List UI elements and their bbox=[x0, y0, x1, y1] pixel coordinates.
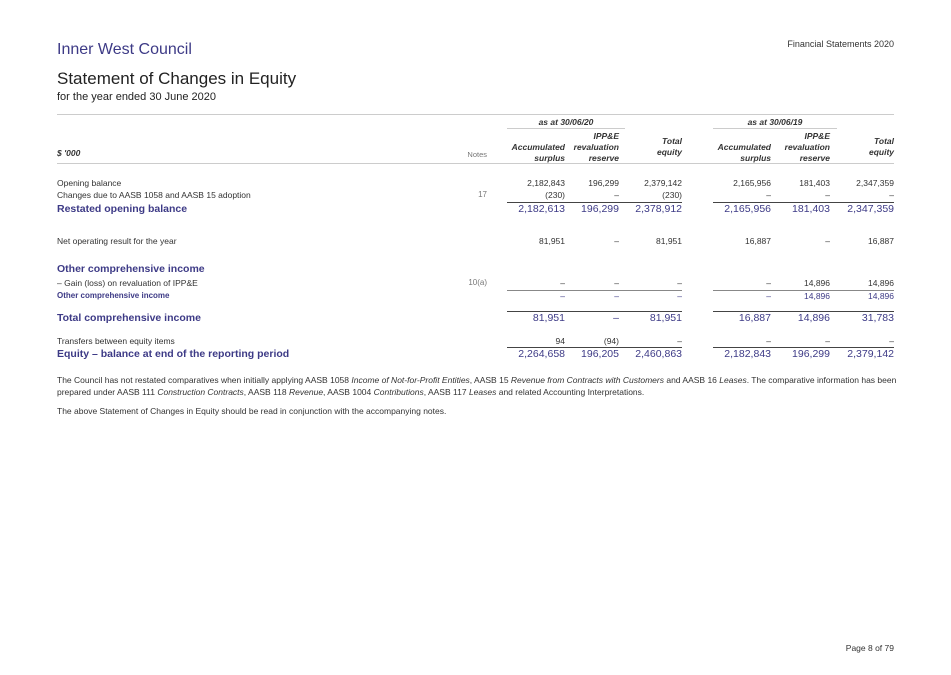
cell: 31,783 bbox=[861, 312, 894, 324]
cell: 81,951 bbox=[649, 312, 682, 324]
cell: – bbox=[825, 336, 830, 346]
cell: 196,299 bbox=[581, 203, 619, 215]
document-title: Financial Statements 2020 bbox=[787, 39, 894, 49]
cell: – bbox=[766, 278, 771, 288]
group-rule-2019 bbox=[713, 128, 837, 129]
cell: 2,460,863 bbox=[635, 348, 682, 360]
cell: 2,182,843 bbox=[527, 178, 565, 188]
row-label: Other comprehensive income bbox=[57, 291, 170, 300]
cell: 94 bbox=[555, 336, 565, 346]
cell: – bbox=[614, 190, 619, 200]
read-with-notes-statement: The above Statement of Changes in Equity should be read in conjunction with the accompanying notes. bbox=[57, 406, 447, 416]
row-label: Total comprehensive income bbox=[57, 312, 201, 324]
cell: 2,182,843 bbox=[724, 348, 771, 360]
cell: – bbox=[614, 291, 619, 301]
row-label: Equity – balance at end of the reporting period bbox=[57, 348, 290, 360]
cell: – bbox=[614, 278, 619, 288]
organisation-name: Inner West Council bbox=[57, 41, 192, 58]
page-number: Page 8 of 79 bbox=[845, 643, 894, 653]
cell: 196,299 bbox=[792, 348, 830, 360]
col-header-accum-2019: Accumulated surplus bbox=[717, 142, 771, 163]
cell: 2,165,956 bbox=[733, 178, 771, 188]
cell: 14,896 bbox=[804, 278, 830, 288]
col-header-ippe-2019: IPP&E revaluation reserve bbox=[784, 131, 830, 163]
row-label: Net operating result for the year bbox=[57, 236, 177, 246]
cell: (230) bbox=[662, 190, 682, 200]
table-header-rule bbox=[57, 163, 894, 164]
cell: 2,379,142 bbox=[644, 178, 682, 188]
cell: 2,347,359 bbox=[847, 203, 894, 215]
note-ref: 17 bbox=[478, 190, 487, 199]
col-header-total-2020: Total equity bbox=[656, 136, 682, 157]
table-row-net-result bbox=[57, 236, 894, 250]
cell: 81,951 bbox=[656, 236, 682, 246]
col-header-accum-2020: Accumulated surplus bbox=[511, 142, 565, 163]
cell: 2,347,359 bbox=[856, 178, 894, 188]
section-label: Other comprehensive income bbox=[57, 263, 205, 275]
cell: – bbox=[613, 312, 619, 324]
cell: – bbox=[677, 278, 682, 288]
cell: 196,205 bbox=[581, 348, 619, 360]
cell: 16,887 bbox=[868, 236, 894, 246]
cell: 14,896 bbox=[797, 312, 830, 324]
cell: (230) bbox=[545, 190, 565, 200]
cell: 2,165,956 bbox=[724, 203, 771, 215]
group-rule-2020 bbox=[507, 128, 625, 129]
statement-title: Statement of Changes in Equity bbox=[57, 69, 297, 88]
table-row-closing-equity bbox=[57, 348, 894, 362]
cell: 16,887 bbox=[745, 236, 771, 246]
cell: 81,951 bbox=[539, 236, 565, 246]
cell: 181,403 bbox=[799, 178, 830, 188]
group-header-2019: as at 30/06/19 bbox=[747, 117, 803, 127]
cell: 2,182,613 bbox=[518, 203, 565, 215]
cell: – bbox=[614, 236, 619, 246]
cell: – bbox=[766, 291, 771, 301]
unit-label: $ '000 bbox=[57, 148, 81, 158]
row-label: Opening balance bbox=[57, 178, 122, 188]
row-label: Restated opening balance bbox=[57, 203, 188, 215]
group-header-2020: as at 30/06/20 bbox=[538, 117, 594, 127]
cell: 2,378,912 bbox=[635, 203, 682, 215]
cell: – bbox=[766, 190, 771, 200]
row-label: – Gain (loss) on revaluation of IPP&E bbox=[57, 278, 198, 288]
table-row-total-comprehensive-income bbox=[57, 312, 894, 326]
oci-section-heading bbox=[57, 263, 894, 277]
cell: 14,896 bbox=[868, 278, 894, 288]
table-row-oci-total bbox=[57, 291, 894, 305]
statement-subtitle: for the year ended 30 June 2020 bbox=[57, 91, 217, 103]
cell: – bbox=[766, 336, 771, 346]
cell: 181,403 bbox=[792, 203, 830, 215]
comparatives-note: The Council has not restated comparatives when initially applying AASB 1058 Income of Not-for-Profit Entities, AASB 15 Revenue from Contracts with Customers and AASB 16 Leases. The comparative information has been prepared under AASB 111 Construction Contracts, AASB 118 Revenue, AASB 1004 Contributions, AASB 117 Leases and related Accounting Interpretations. bbox=[57, 375, 897, 397]
header-divider bbox=[57, 114, 894, 115]
cell: 2,379,142 bbox=[847, 348, 894, 360]
col-header-total-2019: Total equity bbox=[868, 136, 894, 157]
cell: – bbox=[825, 190, 830, 200]
cell: – bbox=[677, 336, 682, 346]
notes-column-header: Notes bbox=[467, 150, 487, 159]
cell: – bbox=[825, 236, 830, 246]
cell: (94) bbox=[603, 336, 619, 346]
table-row-restated-opening bbox=[57, 203, 894, 217]
cell: – bbox=[889, 336, 894, 346]
cell: 14,896 bbox=[804, 291, 830, 301]
cell: 196,299 bbox=[588, 178, 619, 188]
cell: – bbox=[560, 291, 565, 301]
cell: 81,951 bbox=[532, 312, 565, 324]
row-label: Changes due to AASB 1058 and AASB 15 adoption bbox=[57, 190, 251, 200]
note-ref: 10(a) bbox=[468, 278, 487, 287]
col-header-ippe-2020: IPP&E revaluation reserve bbox=[573, 131, 619, 163]
cell: – bbox=[560, 278, 565, 288]
cell: 14,896 bbox=[868, 291, 894, 301]
cell: – bbox=[677, 291, 682, 301]
cell: 16,887 bbox=[738, 312, 771, 324]
cell: 2,264,658 bbox=[518, 348, 565, 360]
cell: – bbox=[889, 190, 894, 200]
row-label: Transfers between equity items bbox=[57, 336, 175, 346]
